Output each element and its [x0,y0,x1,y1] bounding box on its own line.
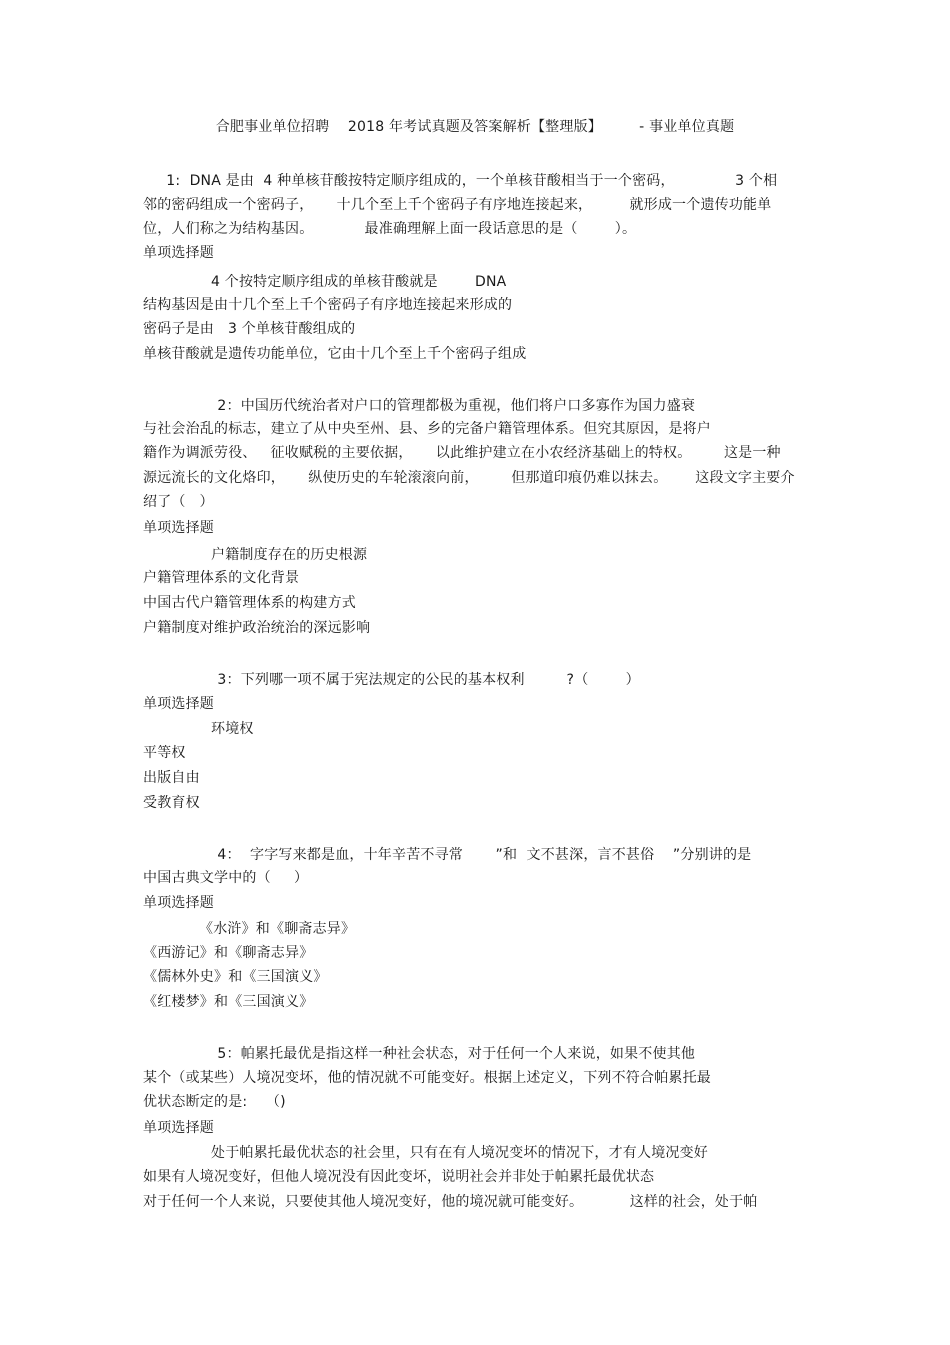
question-2-line-2: 与社会治乱的标志，建立了从中央至州、县、乡的完备户籍管理体系。但究其原因，是将户 [143,421,711,437]
question-5-line-3: 优状态断定的是: （) [143,1094,286,1110]
question-1-line-2: 邻的密码组成一个密码子， 十几个至上千个密码子有序地连接起来， 就形成一个遗传功能单 [143,197,772,213]
question-3-option-c: 出版自由 [143,770,200,786]
question-5-line-1: 5：帕累托最优是指这样一种社会状态，对于任何一个人来说，如果不使其他 [143,1046,696,1062]
question-1-option-d: 单核苷酸就是遗传功能单位，它由十几个至上千个密码子组成 [143,346,527,362]
question-1-option-a: 4 个按特定顺序组成的单核苷酸就是 DNA [211,274,507,290]
question-3-option-a: 环境权 [211,721,254,737]
question-4-line-2: 中国古典文学中的（ ） [143,870,309,886]
question-3-option-b: 平等权 [143,745,186,761]
question-4-option-b: 《西游记》和《聊斋志异》 [143,945,314,961]
question-1-line-3: 位，人们称之为结构基因。 最准确理解上面一段话意思的是（ ）。 [143,221,637,237]
question-1-option-c: 密码子是由 3 个单核苷酸组成的 [143,321,356,337]
question-4-line-1: 4： 字字写来都是血，十年辛苦不寻常 ”和 文不甚深，言不甚俗 ”分别讲的是 [143,847,752,863]
question-4-option-d: 《红楼梦》和《三国演义》 [143,994,314,1010]
document-title: 合肥事业单位招聘 2018 年考试真题及答案解析【整理版】 - 事业单位真题 [215,119,735,135]
question-1-line-1: 1: DNA 是由 4 种单核苷酸按特定顺序组成的，一个单核苷酸相当于一个密码， 3 个相 [143,173,778,189]
question-5-option-b: 如果有人境况变好，但他人境况没有因此变坏，说明社会并非处于帕累托最优状态 [143,1169,655,1185]
question-5-type: 单项选择题 [143,1120,214,1136]
question-2-line-5: 绍了（ ） [143,494,214,510]
question-4-type: 单项选择题 [143,895,214,911]
question-2-option-b: 户籍管理体系的文化背景 [143,570,300,586]
question-2-line-3: 籍作为调派劳役、 征收赋税的主要依据， 以此维护建立在小农经济基础上的特权。 这是一种 [143,445,781,461]
question-2-type: 单项选择题 [143,520,214,536]
question-4-option-a: 《水浒》和《聊斋志异》 [199,921,356,937]
question-5-option-c: 对于任何一个人来说，只要使其他人境况变好，他的境况就可能变好。 这样的社会，处于帕 [143,1194,758,1210]
question-3-type: 单项选择题 [143,696,214,712]
question-2-option-a: 户籍制度存在的历史根源 [211,547,368,563]
question-3-option-d: 受教育权 [143,795,200,811]
question-5-line-2: 某个（或某些）人境况变坏，他的情况就不可能变好。根据上述定义，下列不符合帕累托最 [143,1070,711,1086]
question-1-option-b: 结构基因是由十几个至上千个密码子有序地连接起来形成的 [143,297,513,313]
question-2-option-c: 中国古代户籍管理体系的构建方式 [143,595,356,611]
question-2-line-1: 2：中国历代统治者对户口的管理都极为重视，他们将户口多寡作为国力盛衰 [143,398,696,414]
question-3-line-1: 3：下列哪一项不属于宪法规定的公民的基本权利 ?（ ） [143,672,640,688]
question-1-type: 单项选择题 [143,245,214,261]
question-5-option-a: 处于帕累托最优状态的社会里，只有在有人境况变坏的情况下，才有人境况变好 [211,1145,708,1161]
question-2-option-d: 户籍制度对维护政治统治的深远影响 [143,620,371,636]
question-2-line-4: 源远流长的文化烙印， 纵使历史的车轮滚滚向前， 但那道印痕仍难以抹去。 这段文字主要介 [143,470,795,486]
question-4-option-c: 《儒林外史》和《三国演义》 [143,969,328,985]
